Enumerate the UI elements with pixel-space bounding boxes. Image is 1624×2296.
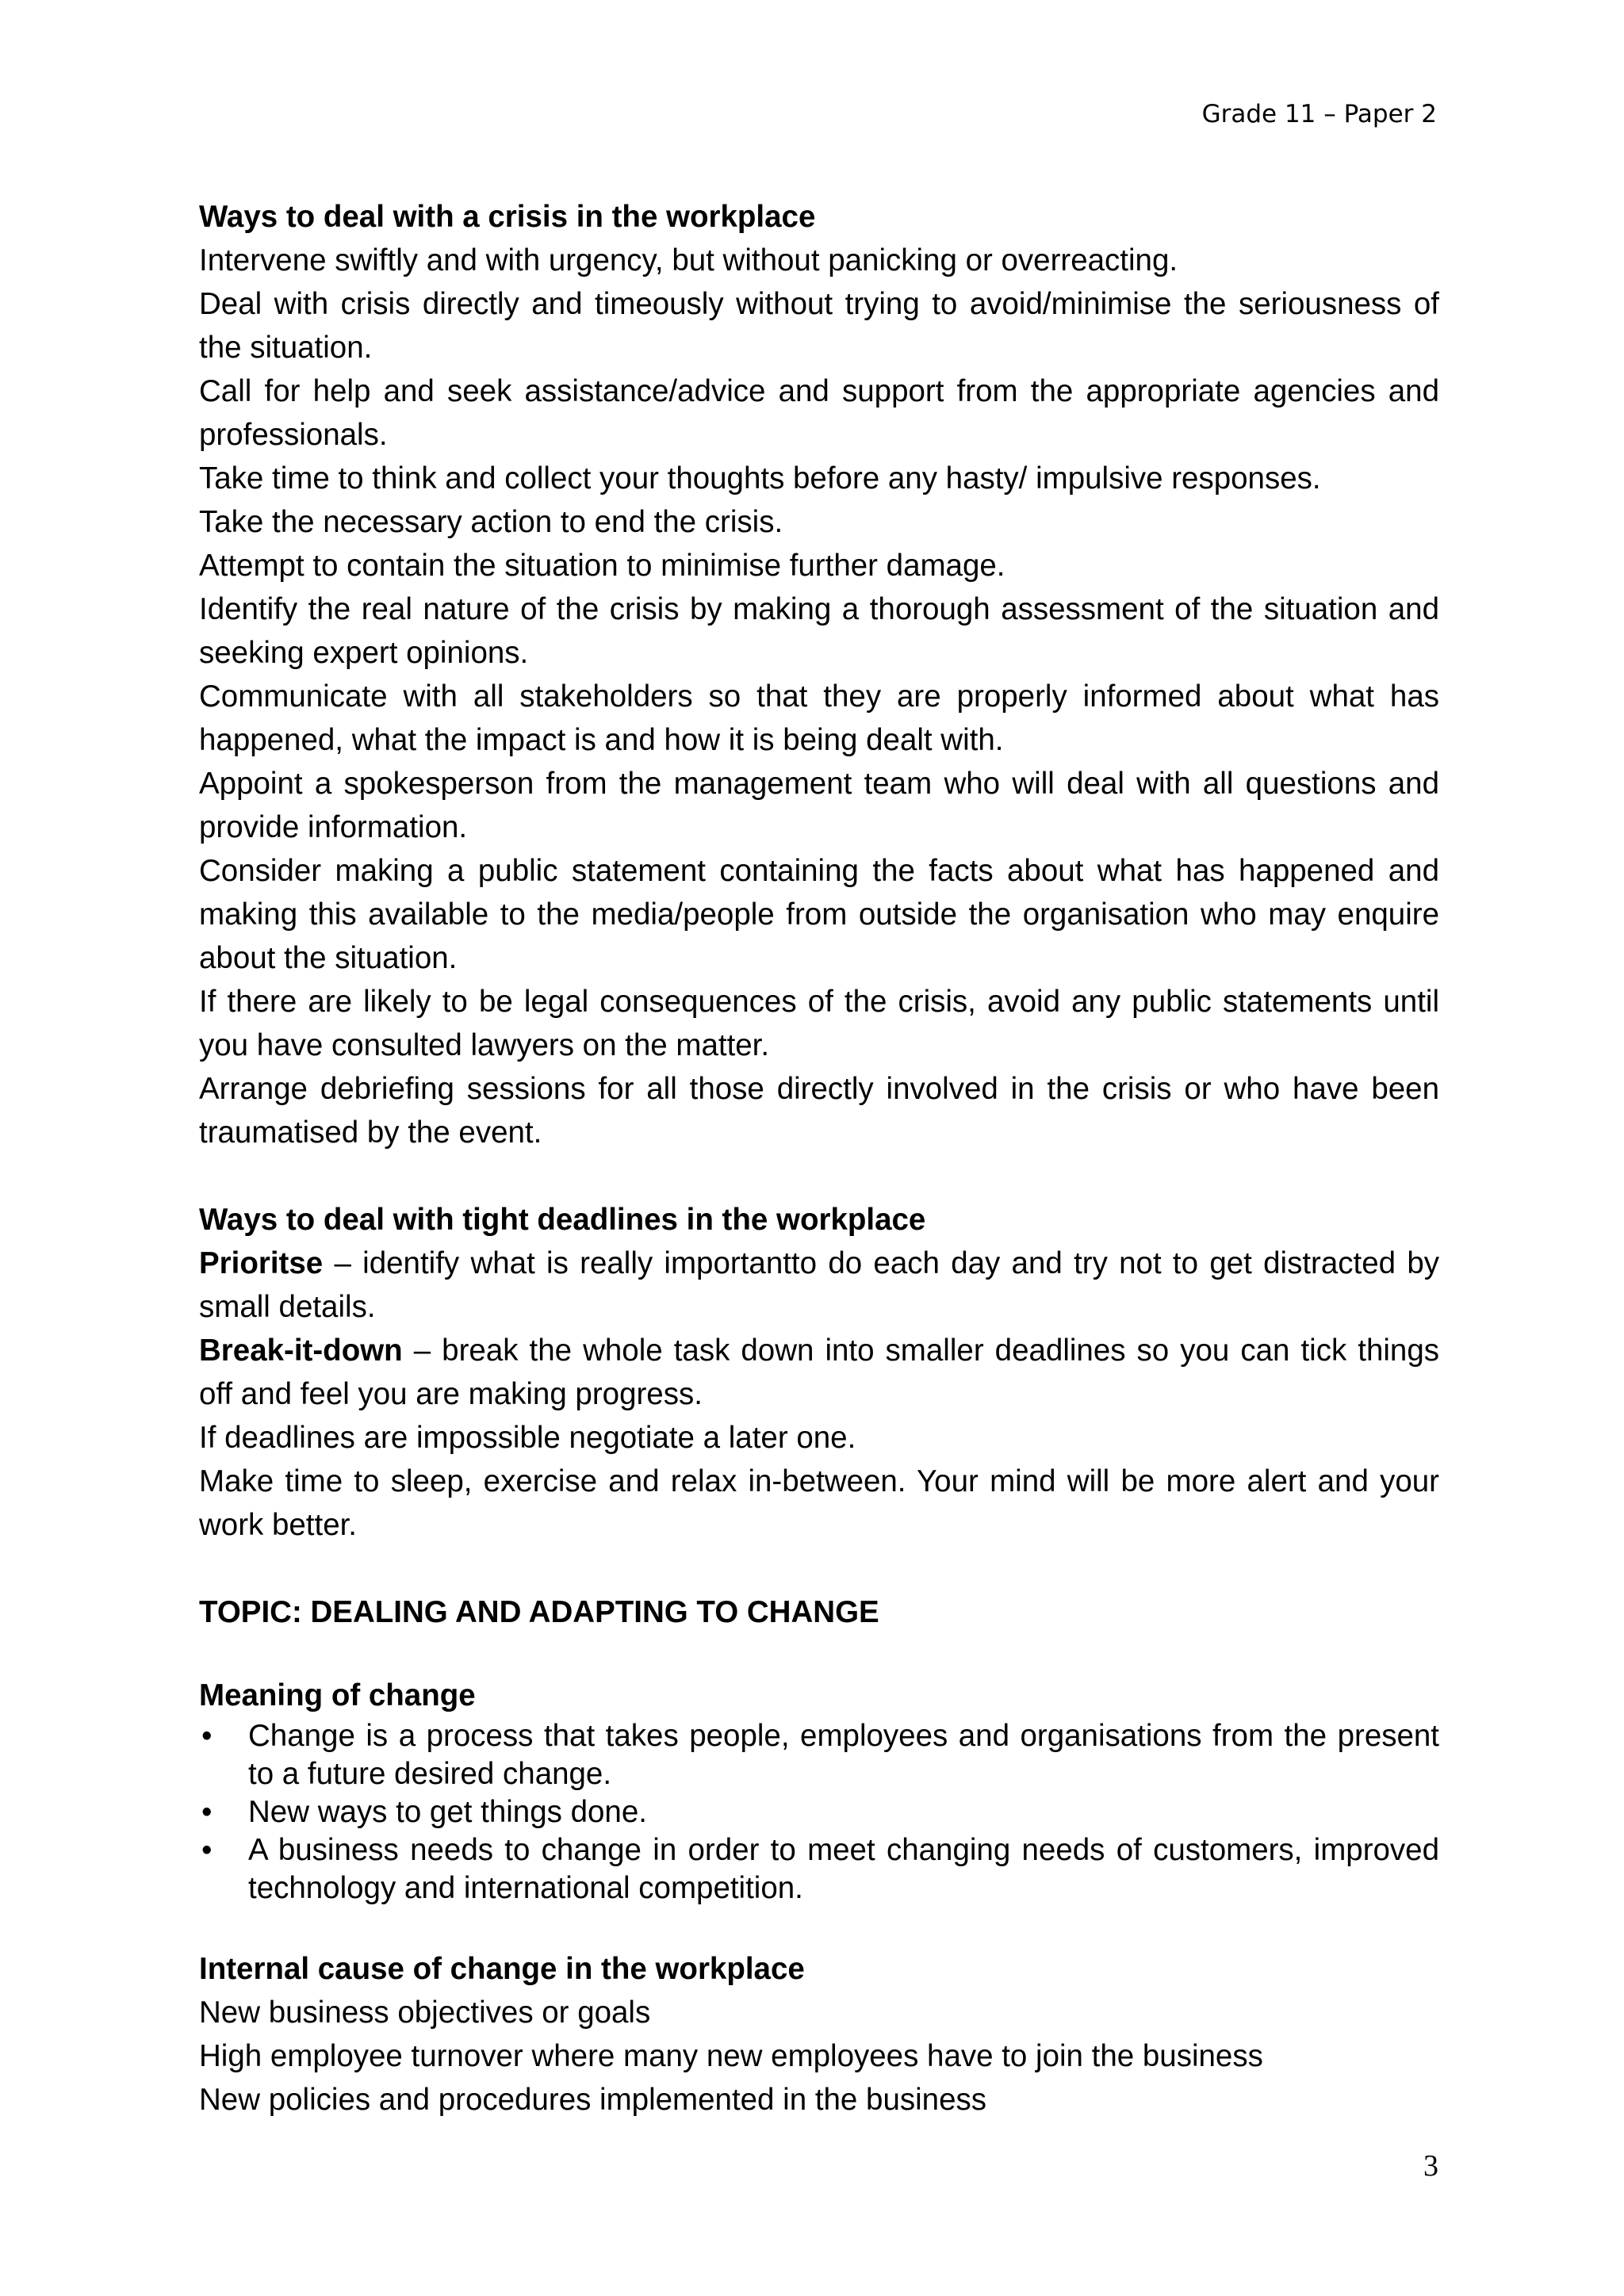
section-spacer <box>199 1154 1439 1198</box>
crisis-item: If there are likely to be legal consequences of the crisis, avoid any public statements until you have consulted lawyers on the matter. <box>199 985 1439 1062</box>
list-item-text: Change is a process that takes people, employees and organisations from the present to a future desired change. <box>248 1719 1439 1791</box>
meaning-heading: Meaning of change <box>199 1678 476 1712</box>
internal-item: New policies and procedures implemented in the business <box>199 2083 986 2117</box>
breakdown-term: Break-it-down <box>199 1334 403 1368</box>
crisis-item: Consider making a public statement containing the facts about what has happened and making this available to the media/people from outside the organisation who may enquire about the situation. <box>199 854 1439 975</box>
page-number: 3 <box>1423 2149 1438 2183</box>
internal-section <box>199 1947 1439 2122</box>
deadlines-item-breakdown <box>199 1329 1439 1416</box>
crisis-item: Attempt to contain the situation to minimise further damage. <box>199 549 1005 583</box>
list-item <box>199 1717 1439 1793</box>
list-item-text: A business needs to change in order to meet changing needs of customers, improved technology and international competition. <box>248 1833 1439 1905</box>
deadlines-item-prioritise <box>199 1242 1439 1329</box>
bullet-icon: • <box>201 1719 213 1753</box>
crisis-item: Take time to think and collect your thoughts before any hasty/ impulsive responses. <box>199 461 1321 496</box>
crisis-item: Intervene swiftly and with urgency, but without panicking or overreacting. <box>199 243 1178 277</box>
section-spacer <box>199 1547 1439 1590</box>
bullet-icon: • <box>201 1833 213 1867</box>
crisis-heading: Ways to deal with a crisis in the workplace <box>199 200 816 234</box>
internal-heading: Internal cause of change in the workplace <box>199 1952 805 1986</box>
deadlines-heading: Ways to deal with tight deadlines in the workplace <box>199 1203 926 1237</box>
internal-item: New business objectives or goals <box>199 1996 651 2030</box>
breakdown-text: – break the whole task down into smaller deadlines so you can tick things off and feel you are making progress. <box>199 1334 1439 1411</box>
list-item-text: New ways to get things done. <box>248 1795 647 1829</box>
list-item <box>199 1831 1439 1908</box>
crisis-item: Identify the real nature of the crisis by making a thorough assessment of the situation and seeking expert opinions. <box>199 592 1439 670</box>
crisis-item: Arrange debriefing sessions for all those directly involved in the crisis or who have been traumatised by the event. <box>199 1072 1439 1150</box>
crisis-item: Communicate with all stakeholders so that they are properly informed about what has happened, what the impact is and how it is being dealt with. <box>199 679 1439 757</box>
meaning-section <box>199 1674 1439 1908</box>
bullet-icon: • <box>201 1795 213 1829</box>
crisis-item: Call for help and seek assistance/advice and support from the appropriate agencies and professionals. <box>199 374 1439 452</box>
deadlines-item: Make time to sleep, exercise and relax in-between. Your mind will be more alert and your work better. <box>199 1464 1439 1542</box>
topic-heading: TOPIC: DEALING AND ADAPTING TO CHANGE <box>199 1595 879 1629</box>
section-spacer <box>199 1634 1439 1674</box>
crisis-item: Appoint a spokesperson from the management team who will deal with all questions and provide information. <box>199 767 1439 844</box>
deadlines-item: If deadlines are impossible negotiate a later one. <box>199 1421 856 1455</box>
internal-item: High employee turnover where many new employees have to join the business <box>199 2039 1263 2073</box>
crisis-item: Deal with crisis directly and timeously without trying to avoid/minimise the seriousness of the situation. <box>199 287 1439 365</box>
crisis-item: Take the necessary action to end the crisis. <box>199 505 783 539</box>
page-header: Grade 11 – Paper 2 <box>1201 100 1437 128</box>
prioritise-term: Prioritse <box>199 1246 324 1280</box>
list-item <box>199 1793 1439 1831</box>
page-content <box>199 195 1439 2122</box>
prioritise-text: – identify what is really importantto do each day and try not to get distracted by small details. <box>199 1246 1439 1324</box>
meaning-bullet-list <box>199 1717 1439 1908</box>
section-spacer <box>199 1908 1439 1947</box>
crisis-section <box>199 195 1439 1154</box>
deadlines-section <box>199 1198 1439 1547</box>
